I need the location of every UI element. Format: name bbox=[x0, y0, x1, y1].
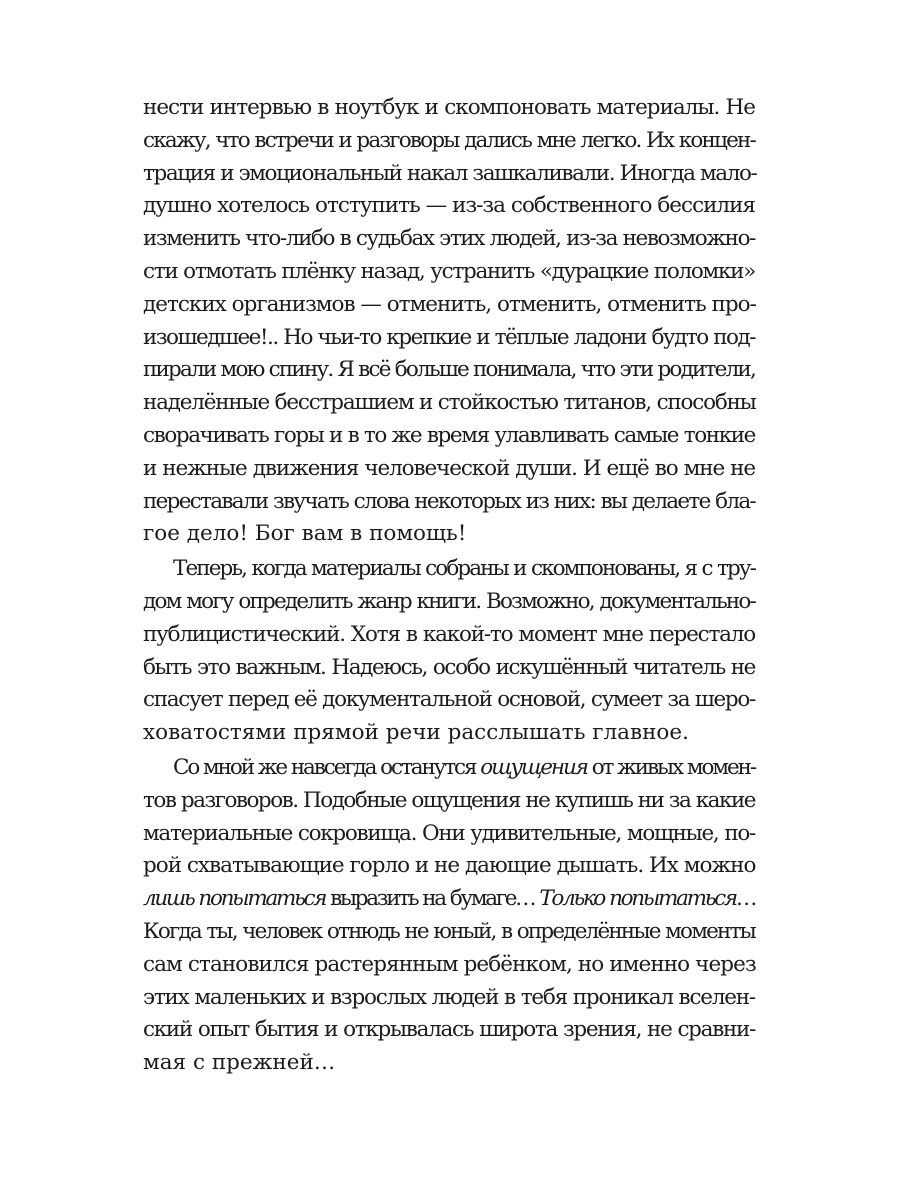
italic-run: Только попытаться bbox=[539, 886, 736, 912]
text-line: материальные сокровища. Они удивительные, мощные, по- bbox=[143, 820, 755, 846]
text-line: Теперь, когда материалы собраны и скомпонованы, я с тру- bbox=[173, 556, 755, 582]
text-run: от живых момен- bbox=[586, 754, 755, 780]
text-line bbox=[143, 752, 755, 785]
text-line: ховатостями прямой речи расслышать главное. bbox=[143, 720, 689, 746]
text-line: сти отмотать плёнку назад, устранить «дурацкие поломки» bbox=[143, 258, 755, 284]
text-line: быть это важным. Надеюсь, особо искушённый читатель не bbox=[143, 654, 755, 680]
italic-run: ощущения bbox=[480, 754, 587, 780]
text-run: … bbox=[735, 886, 756, 912]
body-text bbox=[143, 92, 755, 1080]
text-run: выразить на бумаге… bbox=[325, 886, 540, 912]
text-line: изошедшее!.. Но чьи-то крепкие и тёплые ладони будто под- bbox=[143, 324, 755, 350]
text-line: дом могу определить жанр книги. Возможно, документально- bbox=[143, 588, 755, 614]
text-line: пирали мою спину. Я всё больше понимала, что эти родители, bbox=[143, 357, 755, 383]
text-line: сам становился растерянным ребёнком, но именно через bbox=[143, 951, 756, 977]
text-line: детских организмов — отменить, отменить, отменить про- bbox=[143, 291, 756, 317]
text-line: публицистический. Хотя в какой-то момент мне перестало bbox=[143, 621, 755, 647]
italic-run: лишь попытаться bbox=[143, 886, 326, 912]
text-line: мая с прежней… bbox=[143, 1050, 336, 1076]
text-line: тов разговоров. Подобные ощущения не купишь ни за какие bbox=[143, 787, 755, 813]
text-line: и нежные движения человеческой души. И ещё во мне не bbox=[143, 455, 755, 481]
text-line: нести интервью в ноутбук и скомпоновать материалы. Не bbox=[143, 95, 755, 120]
text-line: спасует перед её документальной основой, сумеет за шеро- bbox=[143, 687, 755, 713]
text-line: наделённые бесстрашием и стойкостью титанов, способны bbox=[143, 390, 756, 416]
text-line: Когда ты, человек отнюдь не юный, в определённые моменты bbox=[143, 918, 755, 944]
text-line: трация и эмоциональный накал зашкаливали. Иногда мало- bbox=[143, 160, 757, 186]
text-line bbox=[143, 883, 755, 916]
text-line: ский опыт бытия и открывалась широта зрения, не сравни- bbox=[143, 1017, 755, 1043]
text-line: скажу, что встречи и разговоры дались мне легко. Их концен- bbox=[143, 127, 755, 153]
text-line: переставали звучать слова некоторых из них: вы делаете бла- bbox=[143, 488, 755, 514]
text-line: изменить что-либо в судьбах этих людей, из-за невозможно- bbox=[143, 226, 755, 252]
text-line: рой схватывающие горло и не дающие дышать. Их можно bbox=[143, 853, 756, 879]
text-line: этих маленьких и взрослых людей в тебя проникал вселен- bbox=[143, 984, 755, 1010]
text-line: сворачивать горы и в то же время улавливать самые тонкие bbox=[143, 422, 755, 448]
text-line: душно хотелось отступить — из-за собственного бессилия bbox=[143, 193, 755, 219]
text-line: гое дело! Бог вам в помощь! bbox=[143, 521, 467, 547]
text-run: Со мной же навсегда останутся bbox=[173, 754, 481, 780]
